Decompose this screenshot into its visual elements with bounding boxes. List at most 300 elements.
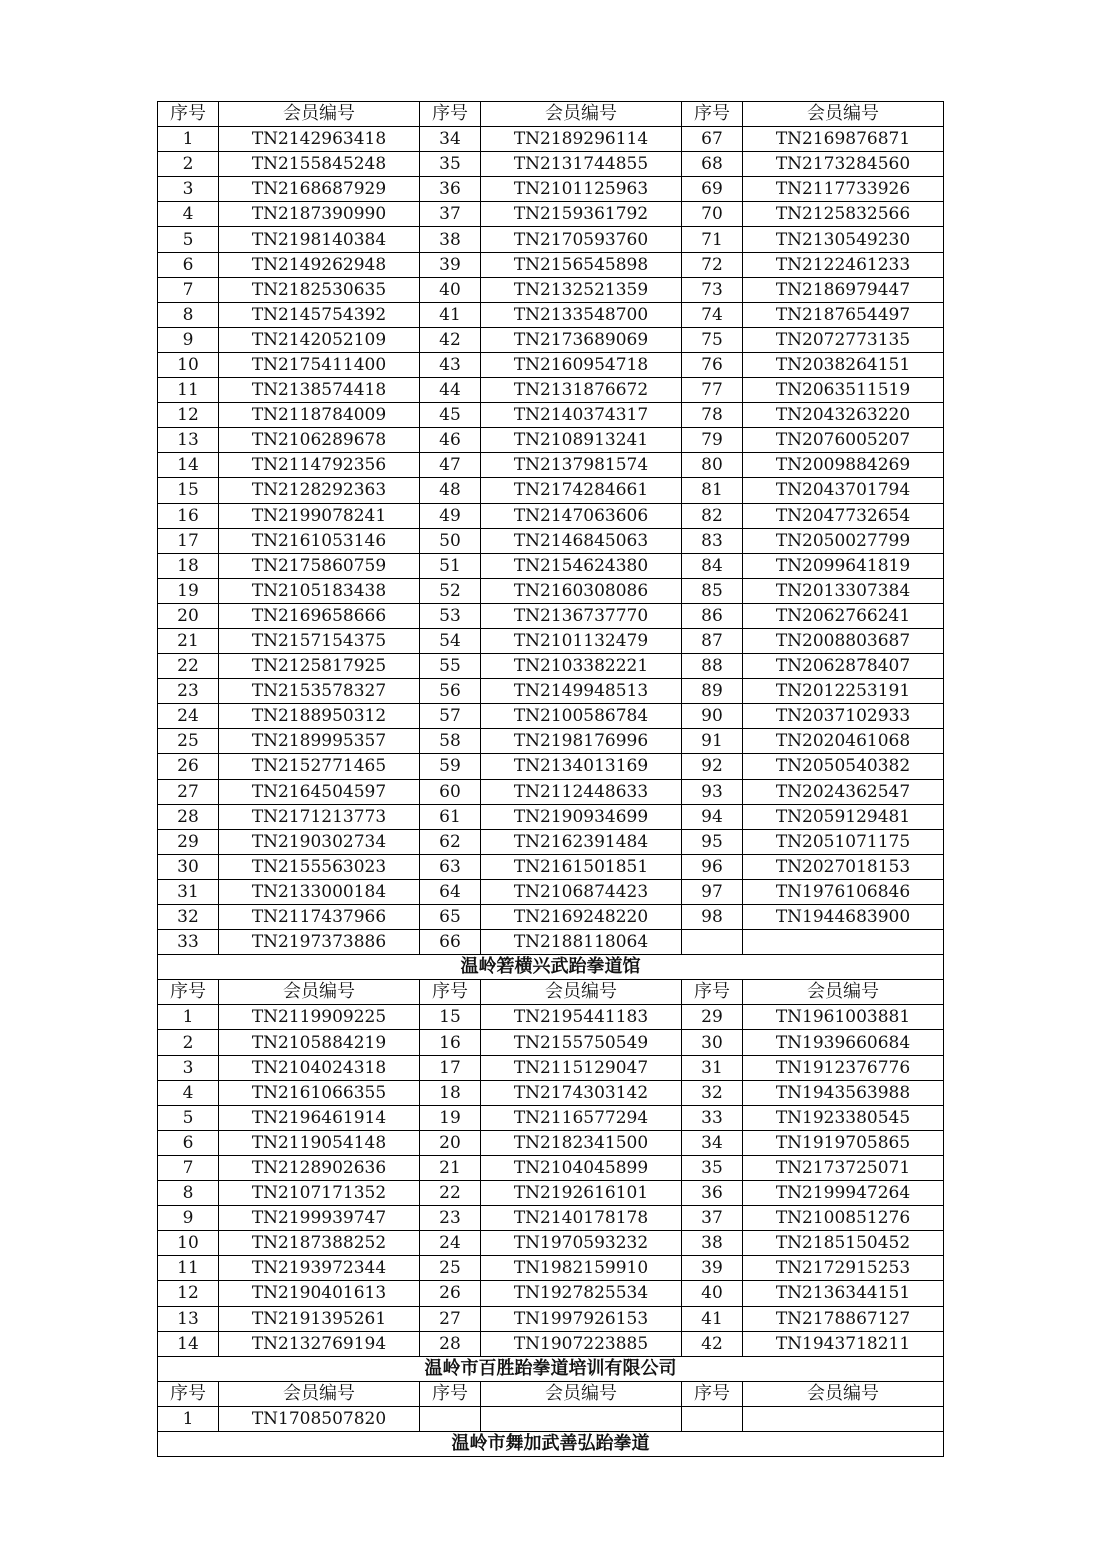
seq-cell: 98 [682,905,743,930]
member-no-cell: TN2188950312 [219,704,420,729]
seq-cell: 96 [682,854,743,879]
seq-cell: 23 [158,679,219,704]
member-no-cell: TN2103382221 [481,654,682,679]
seq-cell: 57 [420,704,481,729]
club-name: 温岭箬横兴武跆拳道馆 [158,955,944,980]
member-no-cell: TN1927825534 [481,1281,682,1306]
member-no-cell: TN2146845063 [481,528,682,553]
seq-cell: 38 [420,227,481,252]
member-no-cell: TN2190401613 [219,1281,420,1306]
seq-cell: 81 [682,478,743,503]
header-seq: 序号 [158,980,219,1005]
member-no-cell: TN1939660684 [743,1030,944,1055]
header-member-no: 会员编号 [481,980,682,1005]
member-no-cell: TN2047732654 [743,503,944,528]
member-no-cell: TN2133548700 [481,302,682,327]
member-no-cell: TN2136737770 [481,603,682,628]
member-no-cell: TN2169248220 [481,905,682,930]
member-no-cell: TN2013307384 [743,578,944,603]
seq-cell: 35 [682,1155,743,1180]
member-no-cell: TN2050540382 [743,754,944,779]
member-no-cell: TN2190934699 [481,804,682,829]
member-no-cell: TN2173725071 [743,1155,944,1180]
seq-cell: 89 [682,679,743,704]
member-no-cell: TN2140178178 [481,1206,682,1231]
seq-cell: 4 [158,1080,219,1105]
header-member-no: 会员编号 [481,102,682,127]
member-no-cell: TN2020461068 [743,729,944,754]
seq-cell: 52 [420,578,481,603]
member-table-body [158,102,944,1457]
member-no-cell: TN1970593232 [481,1231,682,1256]
member-no-cell: TN2027018153 [743,854,944,879]
seq-cell: 28 [420,1331,481,1356]
member-no-cell: TN2172915253 [743,1256,944,1281]
member-no-cell: TN2104045899 [481,1155,682,1180]
seq-cell: 22 [158,654,219,679]
member-no-cell: TN2162391484 [481,829,682,854]
table-row [158,905,944,930]
table-row [158,1155,944,1180]
seq-cell: 56 [420,679,481,704]
seq-cell: 93 [682,779,743,804]
member-no-cell: TN2175411400 [219,352,420,377]
table-row [158,428,944,453]
member-no-cell: TN2171213773 [219,804,420,829]
member-no-cell: TN2112448633 [481,779,682,804]
seq-cell: 38 [682,1231,743,1256]
member-no-cell: TN2051071175 [743,829,944,854]
seq-cell: 37 [420,202,481,227]
header-member-no: 会员编号 [219,1381,420,1406]
table-row [158,352,944,377]
seq-cell: 24 [158,704,219,729]
seq-cell: 24 [420,1231,481,1256]
seq-cell: 87 [682,628,743,653]
header-seq: 序号 [682,1381,743,1406]
seq-cell: 70 [682,202,743,227]
seq-cell: 82 [682,503,743,528]
seq-cell: 95 [682,829,743,854]
member-no-cell: TN2191395261 [219,1306,420,1331]
member-no-cell: TN2076005207 [743,428,944,453]
member-no-cell: TN2105183438 [219,578,420,603]
member-no-cell: TN2155563023 [219,854,420,879]
seq-cell: 48 [420,478,481,503]
seq-cell: 9 [158,327,219,352]
member-no-cell: TN2159361792 [481,202,682,227]
seq-cell: 84 [682,553,743,578]
seq-cell: 13 [158,1306,219,1331]
seq-cell: 73 [682,277,743,302]
member-no-cell: TN1961003881 [743,1005,944,1030]
table-row [158,578,944,603]
seq-cell: 11 [158,378,219,403]
seq-cell: 41 [420,302,481,327]
table-row [158,779,944,804]
header-seq: 序号 [158,102,219,127]
seq-cell: 94 [682,804,743,829]
seq-cell: 72 [682,252,743,277]
table-row [158,1306,944,1331]
table-header-row [158,102,944,127]
seq-cell: 15 [158,478,219,503]
member-no-cell: TN2128902636 [219,1155,420,1180]
seq-cell: 12 [158,403,219,428]
member-no-cell: TN2189995357 [219,729,420,754]
seq-cell: 49 [420,503,481,528]
member-no-cell: TN2106289678 [219,428,420,453]
seq-cell: 8 [158,302,219,327]
member-no-cell: TN2155750549 [481,1030,682,1055]
seq-cell: 76 [682,352,743,377]
header-seq: 序号 [682,980,743,1005]
seq-cell: 18 [158,553,219,578]
table-row [158,679,944,704]
table-row [158,628,944,653]
seq-cell: 34 [682,1130,743,1155]
seq-cell: 60 [420,779,481,804]
seq-cell: 32 [158,905,219,930]
table-row [158,654,944,679]
table-row [158,603,944,628]
member-no-cell: TN2118784009 [219,403,420,428]
member-no-cell: TN2142963418 [219,127,420,152]
table-row [158,754,944,779]
seq-cell: 34 [420,127,481,152]
member-no-cell: TN2131876672 [481,378,682,403]
seq-cell: 75 [682,327,743,352]
member-no-cell: TN2050027799 [743,528,944,553]
table-row [158,553,944,578]
seq-cell: 83 [682,528,743,553]
seq-cell: 35 [420,152,481,177]
header-seq: 序号 [420,980,481,1005]
table-row [158,453,944,478]
member-no-cell: TN2106874423 [481,879,682,904]
seq-cell: 6 [158,252,219,277]
seq-cell: 5 [158,227,219,252]
club-name: 温岭市百胜跆拳道培训有限公司 [158,1356,944,1381]
member-no-cell: TN1943563988 [743,1080,944,1105]
seq-cell: 1 [158,127,219,152]
seq-cell: 4 [158,202,219,227]
seq-cell: 29 [158,829,219,854]
seq-cell: 13 [158,428,219,453]
seq-cell: 25 [420,1256,481,1281]
member-no-cell: TN2063511519 [743,378,944,403]
seq-cell: 68 [682,152,743,177]
table-row [158,1406,944,1431]
member-no-cell: TN2125832566 [743,202,944,227]
seq-cell: 86 [682,603,743,628]
seq-cell: 23 [420,1206,481,1231]
member-no-cell: TN2193972344 [219,1256,420,1281]
seq-cell: 30 [158,854,219,879]
seq-cell: 14 [158,453,219,478]
seq-cell: 53 [420,603,481,628]
seq-cell: 64 [420,879,481,904]
table-row [158,1181,944,1206]
seq-cell: 37 [682,1206,743,1231]
table-row [158,227,944,252]
seq-cell: 59 [420,754,481,779]
seq-cell [420,1406,481,1431]
member-no-cell: TN2185150452 [743,1231,944,1256]
member-no-cell: TN2189296114 [481,127,682,152]
member-no-cell: TN2197373886 [219,930,420,955]
member-no-cell: TN2173689069 [481,327,682,352]
table-row [158,403,944,428]
seq-cell: 18 [420,1080,481,1105]
seq-cell: 20 [158,603,219,628]
club-name-row [158,1356,944,1381]
member-no-cell: TN2099641819 [743,553,944,578]
seq-cell: 42 [420,327,481,352]
club-name-row [158,1431,944,1456]
seq-cell [682,1406,743,1431]
seq-cell: 5 [158,1105,219,1130]
table-row [158,528,944,553]
seq-cell: 61 [420,804,481,829]
header-seq: 序号 [158,1381,219,1406]
header-member-no: 会员编号 [743,1381,944,1406]
seq-cell: 33 [158,930,219,955]
table-header-row [158,1381,944,1406]
member-no-cell: TN2161053146 [219,528,420,553]
member-no-cell: TN2145754392 [219,302,420,327]
table-row [158,252,944,277]
header-member-no: 会员编号 [743,102,944,127]
member-no-cell: TN2101132479 [481,628,682,653]
member-no-cell: TN2186979447 [743,277,944,302]
member-no-cell: TN2100851276 [743,1206,944,1231]
seq-cell: 74 [682,302,743,327]
seq-cell: 40 [420,277,481,302]
member-no-cell: TN2160308086 [481,578,682,603]
seq-cell: 8 [158,1181,219,1206]
seq-cell: 62 [420,829,481,854]
member-no-cell: TN2173284560 [743,152,944,177]
member-no-cell: TN2122461233 [743,252,944,277]
member-no-cell: TN2147063606 [481,503,682,528]
table-row [158,503,944,528]
seq-cell: 88 [682,654,743,679]
seq-cell: 25 [158,729,219,754]
member-no-cell: TN2195441183 [481,1005,682,1030]
table-row [158,378,944,403]
member-no-cell: TN2138574418 [219,378,420,403]
member-no-cell: TN1943718211 [743,1331,944,1356]
seq-cell: 26 [420,1281,481,1306]
member-no-cell: TN2170593760 [481,227,682,252]
member-no-cell: TN2114792356 [219,453,420,478]
seq-cell: 1 [158,1005,219,1030]
table-row [158,1256,944,1281]
seq-cell: 10 [158,352,219,377]
member-no-cell: TN2156545898 [481,252,682,277]
seq-cell: 21 [158,628,219,653]
member-no-cell: TN2160954718 [481,352,682,377]
table-row [158,804,944,829]
seq-cell: 71 [682,227,743,252]
member-no-cell: TN1944683900 [743,905,944,930]
member-no-cell: TN2043701794 [743,478,944,503]
member-no-cell: TN2199078241 [219,503,420,528]
header-seq: 序号 [420,1381,481,1406]
member-no-cell: TN2012253191 [743,679,944,704]
member-no-cell: TN2155845248 [219,152,420,177]
table-row [158,478,944,503]
seq-cell: 31 [158,879,219,904]
seq-cell: 63 [420,854,481,879]
seq-cell: 51 [420,553,481,578]
seq-cell: 45 [420,403,481,428]
member-no-cell: TN2169876871 [743,127,944,152]
seq-cell: 28 [158,804,219,829]
member-no-cell: TN2119909225 [219,1005,420,1030]
member-no-cell: TN1907223885 [481,1331,682,1356]
member-no-cell: TN2187654497 [743,302,944,327]
member-no-cell: TN2190302734 [219,829,420,854]
seq-cell: 46 [420,428,481,453]
member-no-cell: TN2062766241 [743,603,944,628]
seq-cell: 55 [420,654,481,679]
table-row [158,1005,944,1030]
member-no-cell: TN2174303142 [481,1080,682,1105]
seq-cell: 14 [158,1331,219,1356]
table-row [158,1331,944,1356]
seq-cell: 65 [420,905,481,930]
seq-cell: 9 [158,1206,219,1231]
member-no-cell: TN2062878407 [743,654,944,679]
member-no-cell: TN2187388252 [219,1231,420,1256]
table-row [158,829,944,854]
member-no-cell: TN2117733926 [743,177,944,202]
seq-cell: 33 [682,1105,743,1130]
member-no-cell: TN2198176996 [481,729,682,754]
table-row [158,1130,944,1155]
table-row [158,1206,944,1231]
member-no-cell: TN2132769194 [219,1331,420,1356]
seq-cell: 36 [420,177,481,202]
member-no-cell: TN2140374317 [481,403,682,428]
member-no-cell: TN2008803687 [743,628,944,653]
member-no-cell: TN1982159910 [481,1256,682,1281]
member-no-cell: TN2024362547 [743,779,944,804]
seq-cell: 66 [420,930,481,955]
seq-cell: 36 [682,1181,743,1206]
seq-cell: 29 [682,1005,743,1030]
seq-cell: 39 [420,252,481,277]
member-no-cell: TN2131744855 [481,152,682,177]
member-no-cell: TN2142052109 [219,327,420,352]
member-no-cell [743,1406,944,1431]
table-row [158,1030,944,1055]
member-no-cell: TN1997926153 [481,1306,682,1331]
member-no-cell: TN2178867127 [743,1306,944,1331]
member-no-cell: TN2072773135 [743,327,944,352]
seq-cell: 3 [158,1055,219,1080]
member-no-cell: TN2117437966 [219,905,420,930]
member-no-cell: TN2101125963 [481,177,682,202]
table-row [158,879,944,904]
table-row [158,277,944,302]
member-no-cell: TN2152771465 [219,754,420,779]
member-no-cell: TN1923380545 [743,1105,944,1130]
seq-cell: 21 [420,1155,481,1180]
member-no-cell: TN2037102933 [743,704,944,729]
seq-cell: 7 [158,277,219,302]
member-no-cell: TN2149262948 [219,252,420,277]
member-no-cell: TN1708507820 [219,1406,420,1431]
seq-cell: 91 [682,729,743,754]
table-row [158,327,944,352]
seq-cell: 85 [682,578,743,603]
header-seq: 序号 [420,102,481,127]
member-no-cell: TN2105884219 [219,1030,420,1055]
seq-cell: 78 [682,403,743,428]
member-table [157,101,944,1457]
header-member-no: 会员编号 [219,102,420,127]
seq-cell: 30 [682,1030,743,1055]
seq-cell: 43 [420,352,481,377]
member-no-cell: TN2174284661 [481,478,682,503]
member-no-cell [743,930,944,955]
seq-cell: 27 [158,779,219,804]
seq-cell: 80 [682,453,743,478]
member-no-cell: TN2104024318 [219,1055,420,1080]
seq-cell: 79 [682,428,743,453]
table-row [158,127,944,152]
header-seq: 序号 [682,102,743,127]
table-row [158,729,944,754]
club-name: 温岭市舞加武善弘跆拳道 [158,1431,944,1456]
member-no-cell: TN2175860759 [219,553,420,578]
table-row [158,1055,944,1080]
seq-cell: 11 [158,1256,219,1281]
member-no-cell: TN2100586784 [481,704,682,729]
seq-cell: 67 [682,127,743,152]
member-no-cell: TN2128292363 [219,478,420,503]
member-no-cell: TN2130549230 [743,227,944,252]
seq-cell: 17 [420,1055,481,1080]
member-no-cell: TN2182530635 [219,277,420,302]
member-no-cell: TN2059129481 [743,804,944,829]
seq-cell: 26 [158,754,219,779]
member-no-cell: TN2107171352 [219,1181,420,1206]
seq-cell: 16 [420,1030,481,1055]
table-row [158,202,944,227]
member-no-cell: TN2182341500 [481,1130,682,1155]
seq-cell: 19 [158,578,219,603]
seq-cell: 27 [420,1306,481,1331]
seq-cell: 1 [158,1406,219,1431]
seq-cell: 42 [682,1331,743,1356]
member-no-cell: TN1976106846 [743,879,944,904]
club-name-row [158,955,944,980]
member-no-cell [481,1406,682,1431]
seq-cell: 32 [682,1080,743,1105]
seq-cell: 7 [158,1155,219,1180]
seq-cell: 92 [682,754,743,779]
member-no-cell: TN2125817925 [219,654,420,679]
table-row [158,1231,944,1256]
seq-cell: 77 [682,378,743,403]
table-row [158,152,944,177]
header-member-no: 会员编号 [743,980,944,1005]
table-row [158,1281,944,1306]
